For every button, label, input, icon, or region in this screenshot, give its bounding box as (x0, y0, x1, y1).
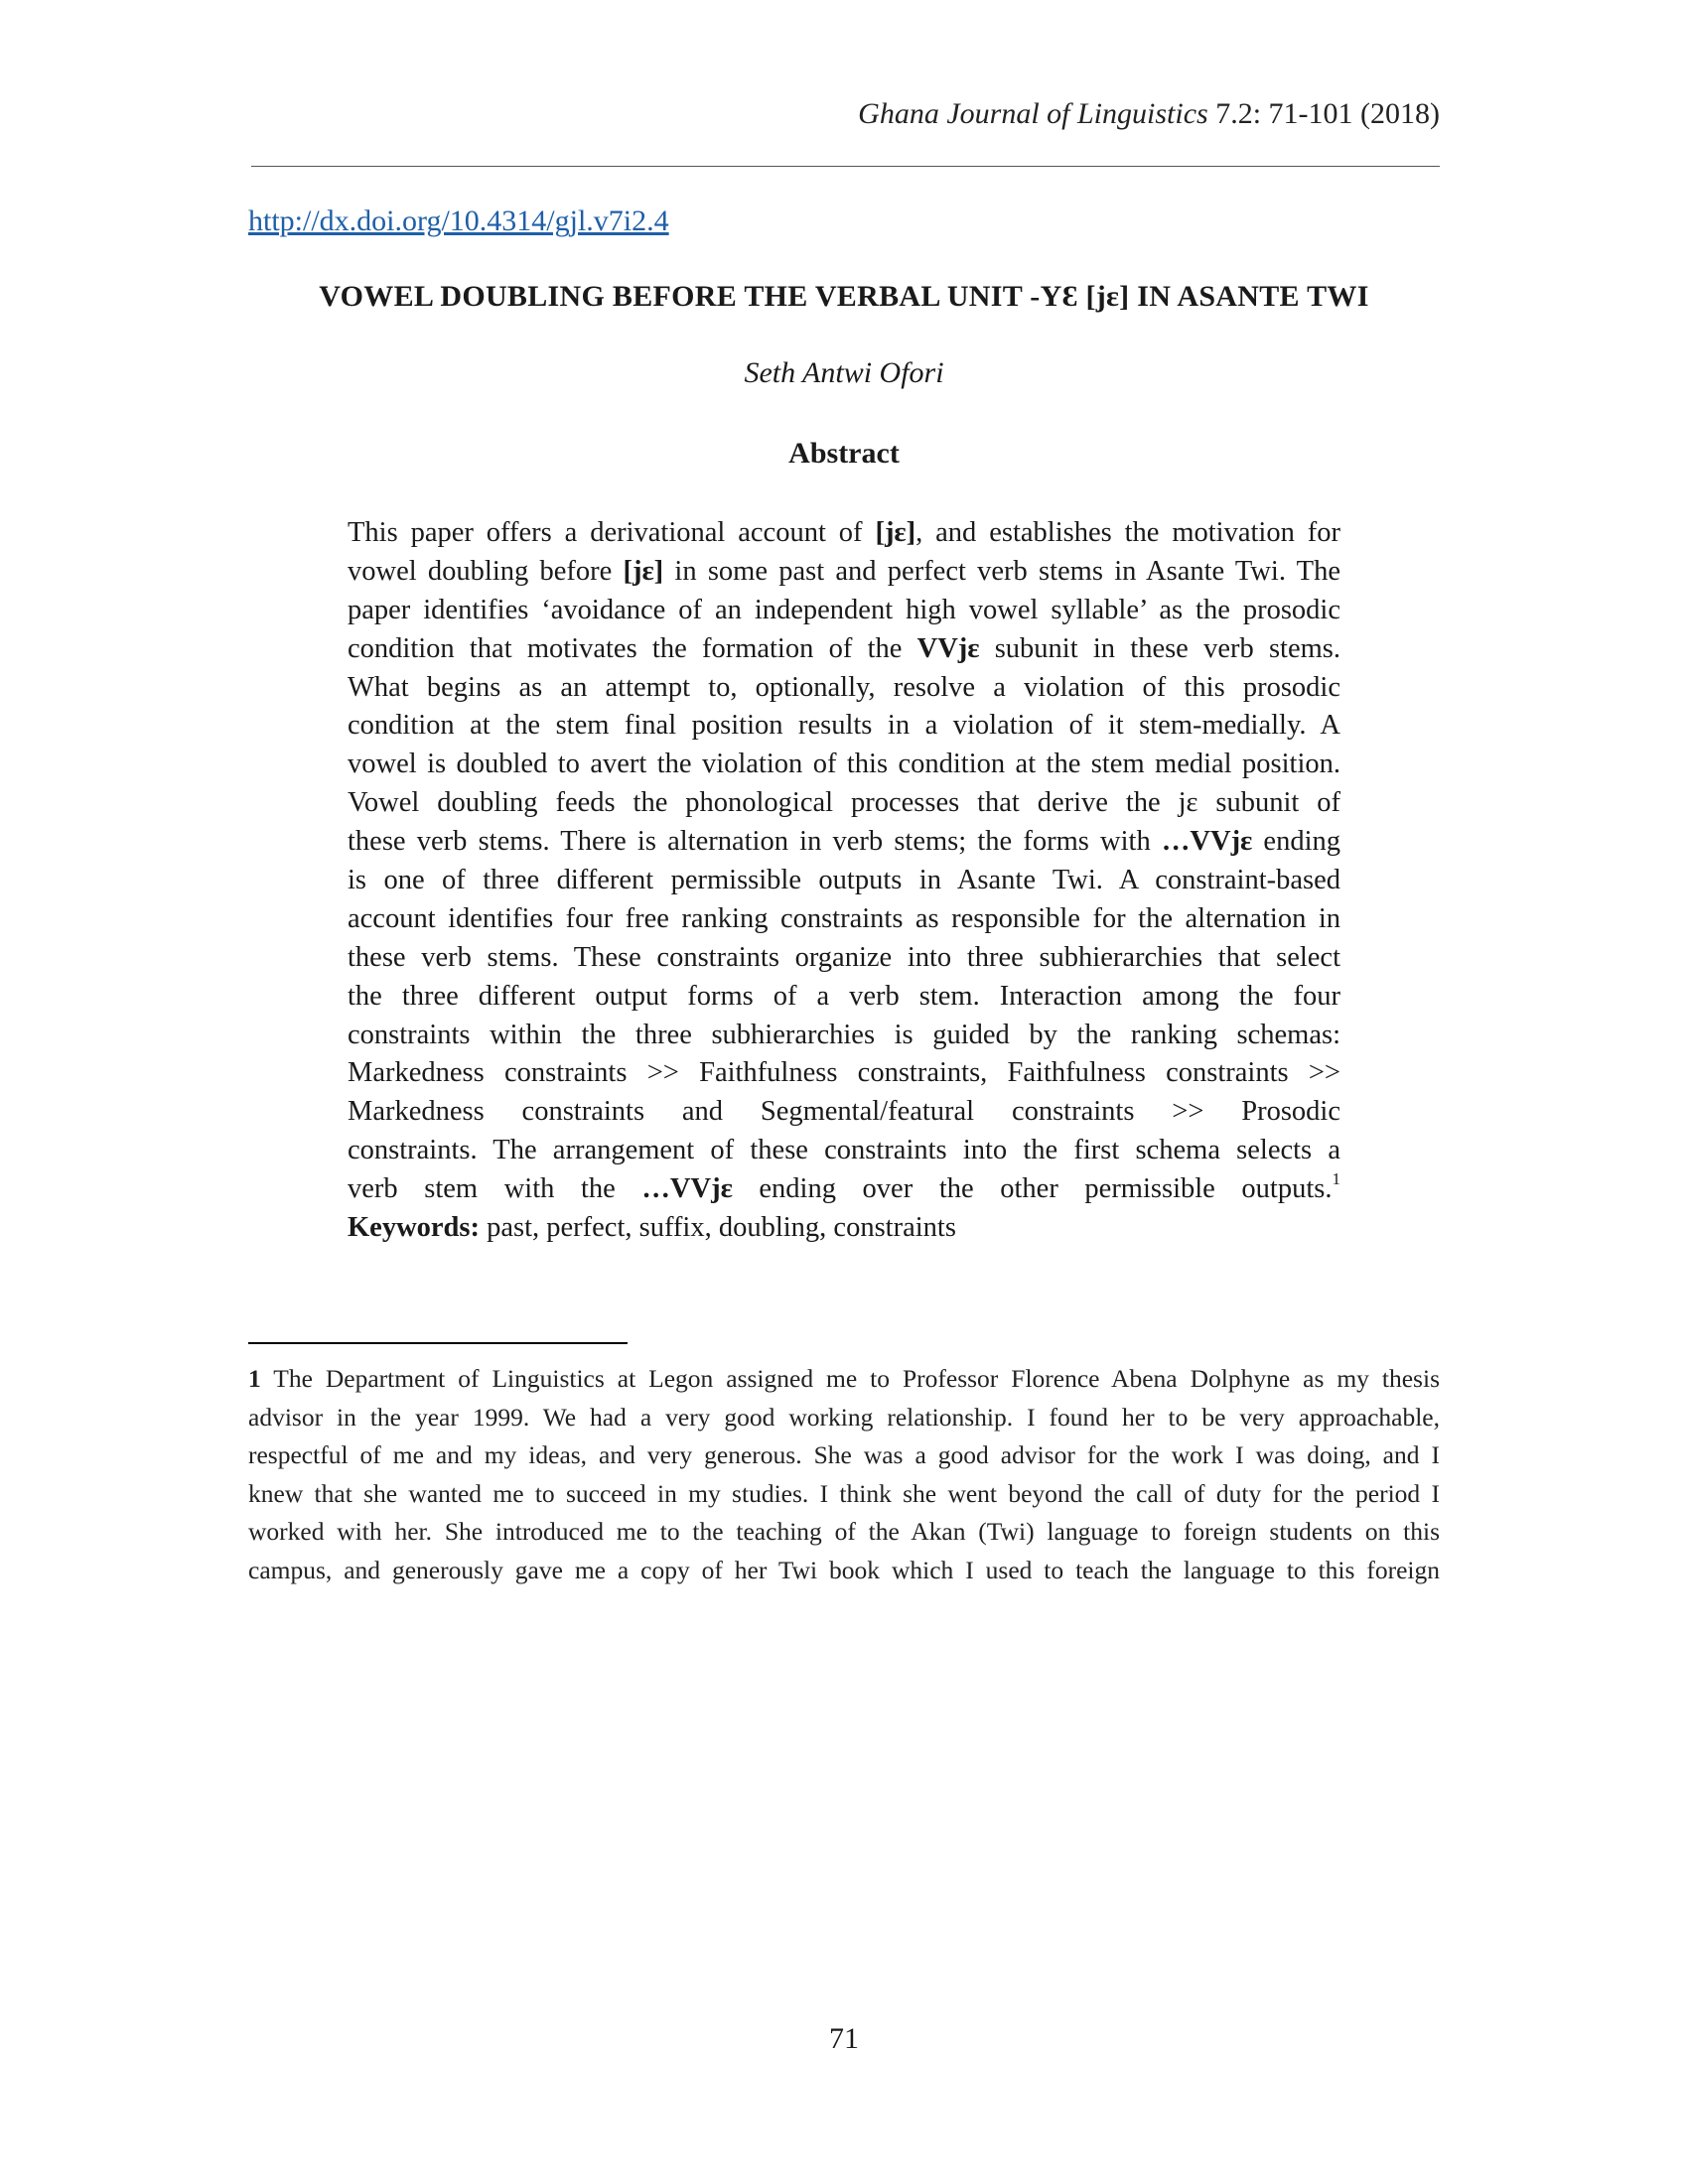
footnote-line (248, 1360, 1440, 1399)
abstract-line (348, 939, 1340, 978)
doi-link[interactable]: http://dx.doi.org/10.4314/gjl.v7i2.4 (248, 205, 669, 237)
abstract-line-text: Markedness constraints and Segmental/featural constraints >> Prosodic (348, 1096, 1340, 1128)
abstract-line (348, 823, 1340, 862)
abstract-line-text: Markedness constraints >> Faithfulness constraints, Faithfulness constraints >> (348, 1057, 1340, 1089)
abstract-line (348, 707, 1340, 746)
journal-name: Ghana Journal of Linguistics (858, 97, 1208, 130)
abstract-line (348, 630, 1340, 669)
author-name: Seth Antwi Ofori (744, 356, 944, 389)
abstract-line (348, 592, 1340, 630)
footnote-rule (248, 1342, 628, 1344)
abstract-line (348, 784, 1340, 823)
abstract-line-text: paper identifies ‘avoidance of an independent high vowel syllable’ as the prosodic (348, 594, 1340, 625)
footnote-reference[interactable]: 1 (1332, 1169, 1340, 1189)
abstract-line-text: Vowel doubling feeds the phonological processes that derive the jɛ subunit of (348, 787, 1340, 819)
keywords-label: Keywords: (348, 1212, 480, 1244)
footnote-line-text: The Department of Linguistics at Legon assigned me to Professor Florence Abena Dolphyne as my thesis (260, 1364, 1440, 1393)
keywords-line (348, 1209, 1340, 1248)
footnote-line (248, 1552, 1440, 1590)
footnote-line (248, 1475, 1440, 1514)
footnote-line-text: advisor in the year 1999. We had a very good working relationship. I found her to be very approachable, (248, 1402, 1440, 1432)
abstract-line-text: condition at the stem final position results in a violation of it stem-medially. A (348, 710, 1340, 742)
footnote-line-text: campus, and generously gave me a copy of her Twi book which I used to teach the language to this foreign (248, 1555, 1440, 1584)
abstract-line (348, 1170, 1340, 1209)
abstract-line-text: constraints within the three subhierarchies is guided by the ranking schemas: (348, 1019, 1340, 1050)
ipa-term: [jɛ] (875, 517, 916, 548)
footnote-line-text: respectful of me and my ideas, and very generous. She was a good advisor for the work I was doing, and I (248, 1440, 1440, 1469)
abstract-body (348, 514, 1340, 1248)
abstract-line-text: is one of three different permissible outputs in Asante Twi. A constraint-based (348, 865, 1340, 896)
abstract-line-text: account identifies four free ranking constraints as responsible for the alternation in (348, 902, 1340, 934)
abstract-line (348, 1017, 1340, 1055)
abstract-line-text: constraints. The arrangement of these constraints into the first schema selects a (348, 1135, 1340, 1166)
footnote-line-text: knew that she wanted me to succeed in my studies. I think she went beyond the call of duty for the period I (248, 1478, 1440, 1508)
abstract-line (348, 669, 1340, 708)
abstract-line (348, 514, 1340, 553)
abstract-line (348, 1093, 1340, 1132)
footnote-marker: 1 (248, 1364, 261, 1393)
footnote-line (248, 1513, 1440, 1552)
abstract-line (348, 978, 1340, 1017)
abstract-line-text: What begins as an attempt to, optionally, resolve a violation of this prosodic (348, 671, 1340, 703)
ipa-term: …VVjɛ (641, 1173, 733, 1205)
footnote-line (248, 1436, 1440, 1475)
abstract-line (348, 862, 1340, 900)
abstract-line-text: these verb stems. These constraints organize into three subhierarchies that select (348, 941, 1340, 973)
abstract-line-text: these verb stems. There is alternation in verb stems; the forms with …VVjɛ ending (348, 826, 1341, 858)
abstract-line-text: This paper offers a derivational account of [jɛ], and establishes the motivation for (348, 517, 1340, 548)
abstract-line (348, 553, 1340, 592)
abstract-line (348, 900, 1340, 939)
abstract-heading: Abstract (788, 437, 900, 470)
abstract-line-text: verb stem with the …VVjɛ ending over the other permissible outputs. (348, 1173, 1333, 1205)
header-rule (251, 166, 1440, 167)
journal-citation: 7.2: 71-101 (2018) (1207, 97, 1440, 130)
abstract-line-text: the three different output forms of a verb stem. Interaction among the four (348, 980, 1340, 1012)
keywords-text: past, perfect, suffix, doubling, constraints (479, 1212, 956, 1244)
running-header (858, 97, 1440, 131)
abstract-line (348, 746, 1340, 784)
abstract-line (348, 1054, 1340, 1093)
page-number: 71 (829, 2022, 859, 2055)
footnote (248, 1360, 1440, 1589)
footnote-line (248, 1399, 1440, 1437)
article-title: VOWEL DOUBLING BEFORE THE VERBAL UNIT -YƐ [jɛ] IN ASANTE TWI (319, 280, 1369, 313)
ipa-term: [jɛ] (623, 555, 664, 587)
footnote-line-text: worked with her. She introduced me to the teaching of the Akan (Twi) language to foreign students on this (248, 1517, 1440, 1546)
abstract-line-text: vowel is doubled to avert the violation of this condition at the stem medial position. (348, 749, 1340, 780)
ipa-term: …VVjɛ (1161, 826, 1253, 858)
abstract-line-text: vowel doubling before [jɛ] in some past and perfect verb stems in Asante Twi. The (348, 555, 1340, 587)
abstract-line (348, 1132, 1340, 1170)
abstract-line-text: condition that motivates the formation of the VVjɛ subunit in these verb stems. (348, 632, 1340, 664)
ipa-term: VVjɛ (916, 632, 980, 664)
